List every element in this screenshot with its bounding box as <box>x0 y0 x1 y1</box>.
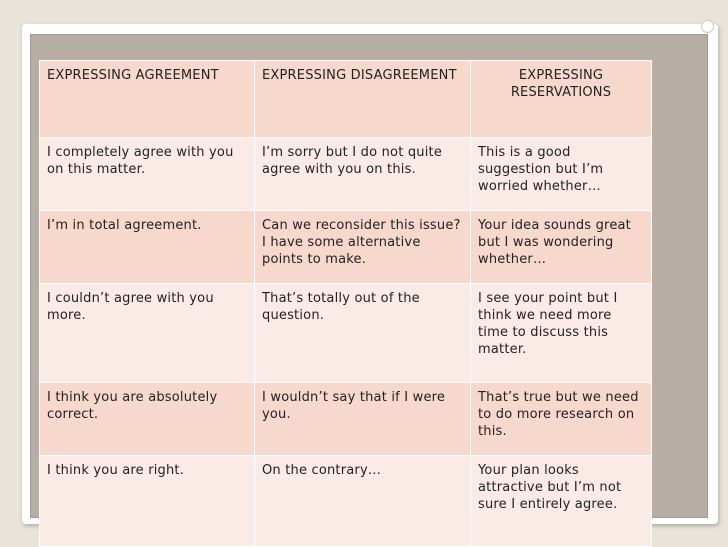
cell-disagreement: That’s totally out of the question. <box>255 284 471 383</box>
table-header-row <box>40 61 652 138</box>
header-agreement: EXPRESSING AGREEMENT <box>40 61 255 138</box>
table-row <box>40 383 652 456</box>
cell-reservation: Your plan looks attractive but I’m not sure I entirely agree. <box>471 456 652 547</box>
corner-dot-decoration <box>701 20 714 33</box>
table-row <box>40 284 652 383</box>
cell-reservation: That’s true but we need to do more research on this. <box>471 383 652 456</box>
phrases-table-container <box>39 60 651 546</box>
header-reservations: EXPRESSING RESERVATIONS <box>471 61 652 138</box>
cell-reservation: Your idea sounds great but I was wondering whether… <box>471 211 652 284</box>
cell-agreement: I’m in total agreement. <box>40 211 255 284</box>
cell-disagreement: Can we reconsider this issue? I have some alternative points to make. <box>255 211 471 284</box>
cell-agreement: I completely agree with you on this matter. <box>40 138 255 211</box>
table-row <box>40 456 652 547</box>
table-row <box>40 138 652 211</box>
phrases-table <box>39 60 652 547</box>
table-row <box>40 211 652 284</box>
cell-agreement: I couldn’t agree with you more. <box>40 284 255 383</box>
cell-reservation: This is a good suggestion but I’m worried whether… <box>471 138 652 211</box>
cell-disagreement: I wouldn’t say that if I were you. <box>255 383 471 456</box>
cell-reservation: I see your point but I think we need more time to discuss this matter. <box>471 284 652 383</box>
cell-agreement: I think you are absolutely correct. <box>40 383 255 456</box>
header-disagreement: EXPRESSING DISAGREEMENT <box>255 61 471 138</box>
cell-agreement: I think you are right. <box>40 456 255 547</box>
cell-disagreement: On the contrary… <box>255 456 471 547</box>
cell-disagreement: I’m sorry but I do not quite agree with you on this. <box>255 138 471 211</box>
